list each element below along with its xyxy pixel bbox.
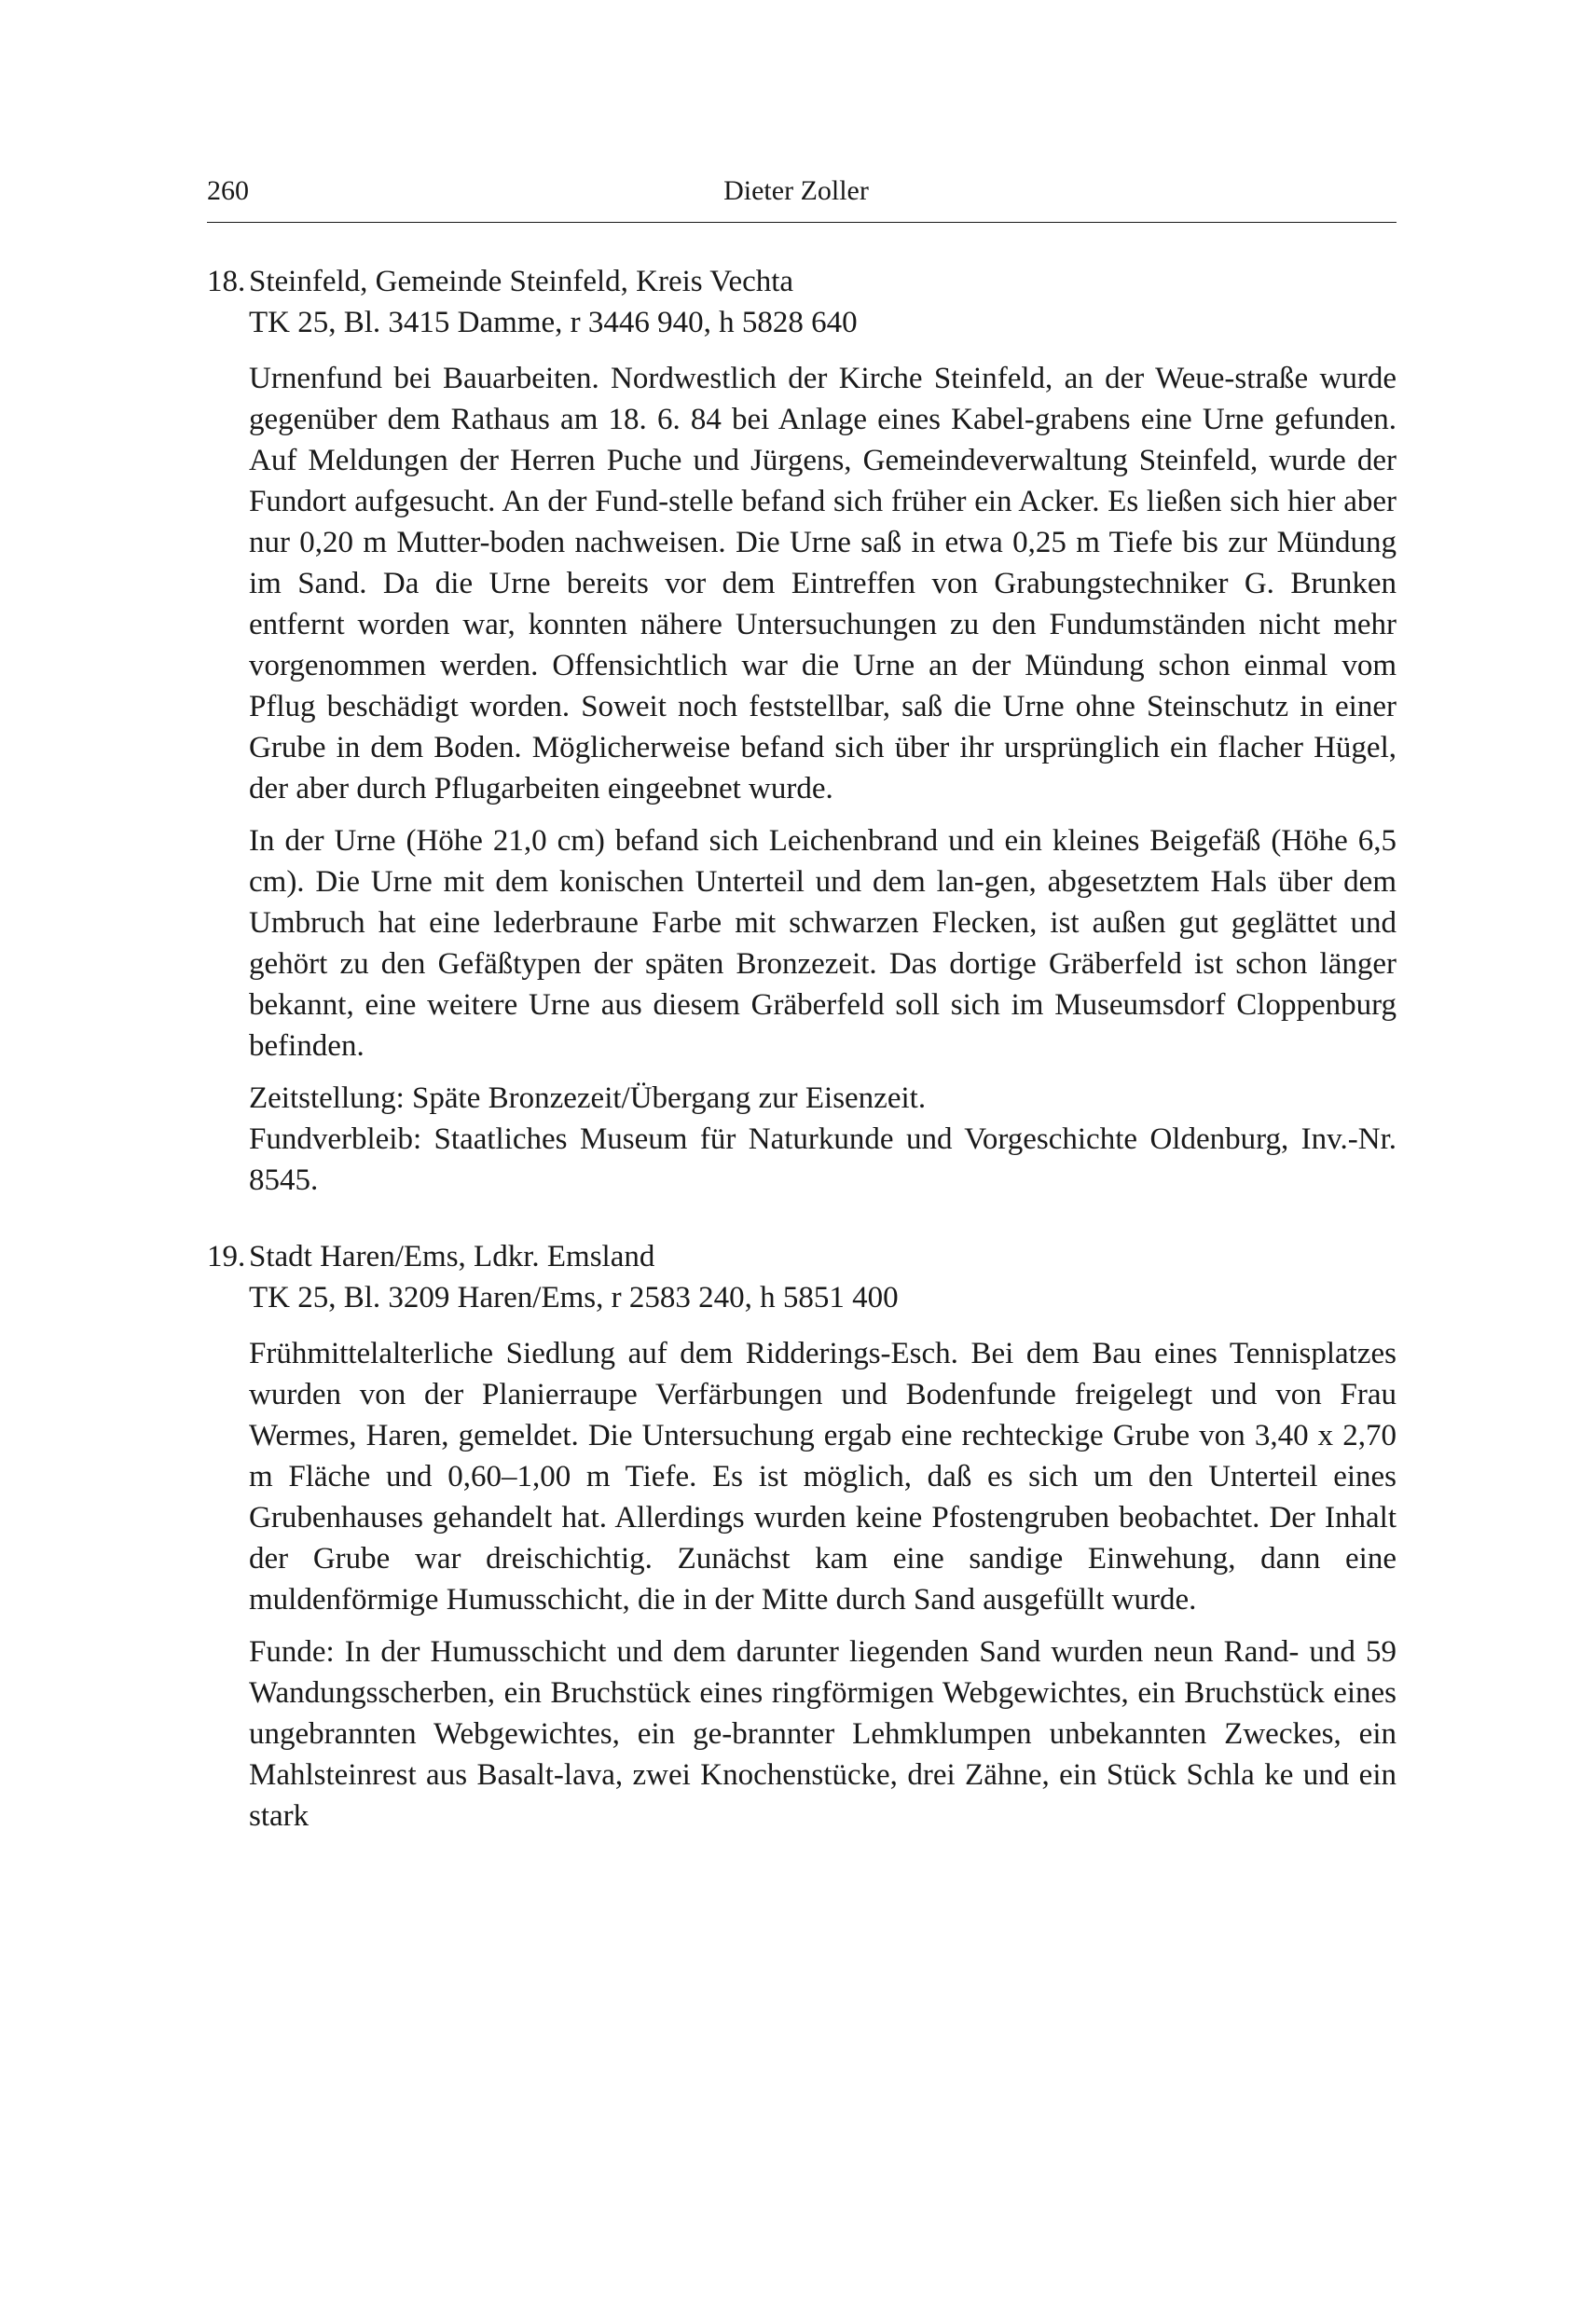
body-paragraph: In der Urne (Höhe 21,0 cm) befand sich Leichenbrand und ein kleines Beigefäß (Höhe 6,5 cm). Die Urne mit dem konischen Unterteil und dem lan-gen, abgesetztem Hals über dem Umbruch hat eine lederbraune Farbe mit schwarzen Flecken, ist außen gut geglättet und gehört zu den Gefäßtypen der späten Bronzezeit. Das dortige Gräberfeld ist schon länger bekannt, eine weitere Urne aus diesem Gräberfeld soll sich im Museumsdorf Cloppenburg befinden. <box>249 824 1396 1063</box>
entry-notes <box>249 1078 1396 1201</box>
entry-19 <box>207 1236 1396 1837</box>
entry-18 <box>207 261 1396 1201</box>
body-paragraph: Urnenfund bei Bauarbeiten. Nordwestlich der Kirche Steinfeld, an der Weue-straße wurde gegenüber dem Rathaus am 18. 6. 84 bei Anlage eines Kabel-grabens eine Urne gefunden. Auf Meldungen der Herren Puche und Jürgens, Gemeindeverwaltung Steinfeld, wurde der Fundort aufgesucht. An der Fund-stelle befand sich früher ein Acker. Es ließen sich hier aber nur 0,20 m Mutter-boden nachweisen. Die Urne saß in etwa 0,25 m Tiefe bis zur Mündung im Sand. Da die Urne bereits vor dem Eintreffen von Grabungstechniker G. Brunken entfernt worden war, konnten nähere Untersuchungen zu den Fundumständen nicht mehr vorgenommen werden. Offensichtlich war die Urne an der Mündung schon einmal vom Pflug beschädigt worden. Soweit noch feststellbar, saß die Urne ohne Steinschutz in einer Grube in dem Boden. Möglicherweise befand sich über ihr ursprünglich ein flacher Hügel, der aber durch Pflugarbeiten eingeebnet wurde. <box>249 362 1396 805</box>
storage-location-note: Fundverbleib: Staatliches Museum für Naturkunde und Vorgeschichte Oldenburg, Inv.-Nr. 8545. <box>249 1122 1396 1197</box>
entry-title: Stadt Haren/Ems, Ldkr. Emsland <box>249 1240 655 1273</box>
body-paragraph: Frühmittelalterliche Siedlung auf dem Ridderings-Esch. Bei dem Bau eines Tennisplatzes wurden von der Planierraupe Verfärbungen und Bodenfunde freigelegt und von Frau Wermes, Haren, gemeldet. Die Untersuchung ergab eine rechteckige Grube von 3,40 x 2,70 m Fläche und 0,60–1,00 m Tiefe. Es ist möglich, daß es sich um den Unterteil eines Grubenhauses gehandelt hat. Allerdings wurden keine Pfostengruben beobachtet. Der Inhalt der Grube war dreischichtig. Zunächst kam eine sandige Einwehung, dann eine muldenförmige Humusschicht, die in der Mitte durch Sand ausgefüllt wurde. <box>249 1337 1396 1617</box>
entry-title: Steinfeld, Gemeinde Steinfeld, Kreis Vechta <box>249 265 794 298</box>
document-page <box>196 168 1396 1837</box>
entry-header <box>207 1236 1396 1318</box>
entry-body <box>207 1333 1396 1837</box>
entry-number: 18. <box>207 265 246 298</box>
body-paragraph: Funde: In der Humusschicht und dem darunter liegenden Sand wurden neun Rand- und 59 Wandungsscherben, ein Bruchstück eines ringförmigen Webgewichtes, ein Bruchstück eines ungebrannten Webgewichtes, ein ge-brannter Lehmklumpen unbekannten Zweckes, ein Mahlsteinrest aus Basalt-lava, zwei Knochenstücke, drei Zähne, ein Stück Schla ke und ein stark <box>249 1635 1396 1833</box>
dating-note: Zeitstellung: Späte Bronzezeit/Übergang zur Eisenzeit. <box>249 1081 927 1115</box>
page-number: 260 <box>207 175 249 206</box>
entry-header <box>207 261 1396 343</box>
entry-map-reference: TK 25, Bl. 3415 Damme, r 3446 940, h 5828 640 <box>249 306 858 339</box>
entry-map-reference: TK 25, Bl. 3209 Haren/Ems, r 2583 240, h 5851 400 <box>249 1281 899 1314</box>
running-header-author: Dieter Zoller <box>723 175 869 206</box>
entry-number: 19. <box>207 1240 246 1273</box>
entry-body <box>207 358 1396 1201</box>
header-rule <box>207 222 1396 223</box>
running-header <box>196 168 1396 214</box>
